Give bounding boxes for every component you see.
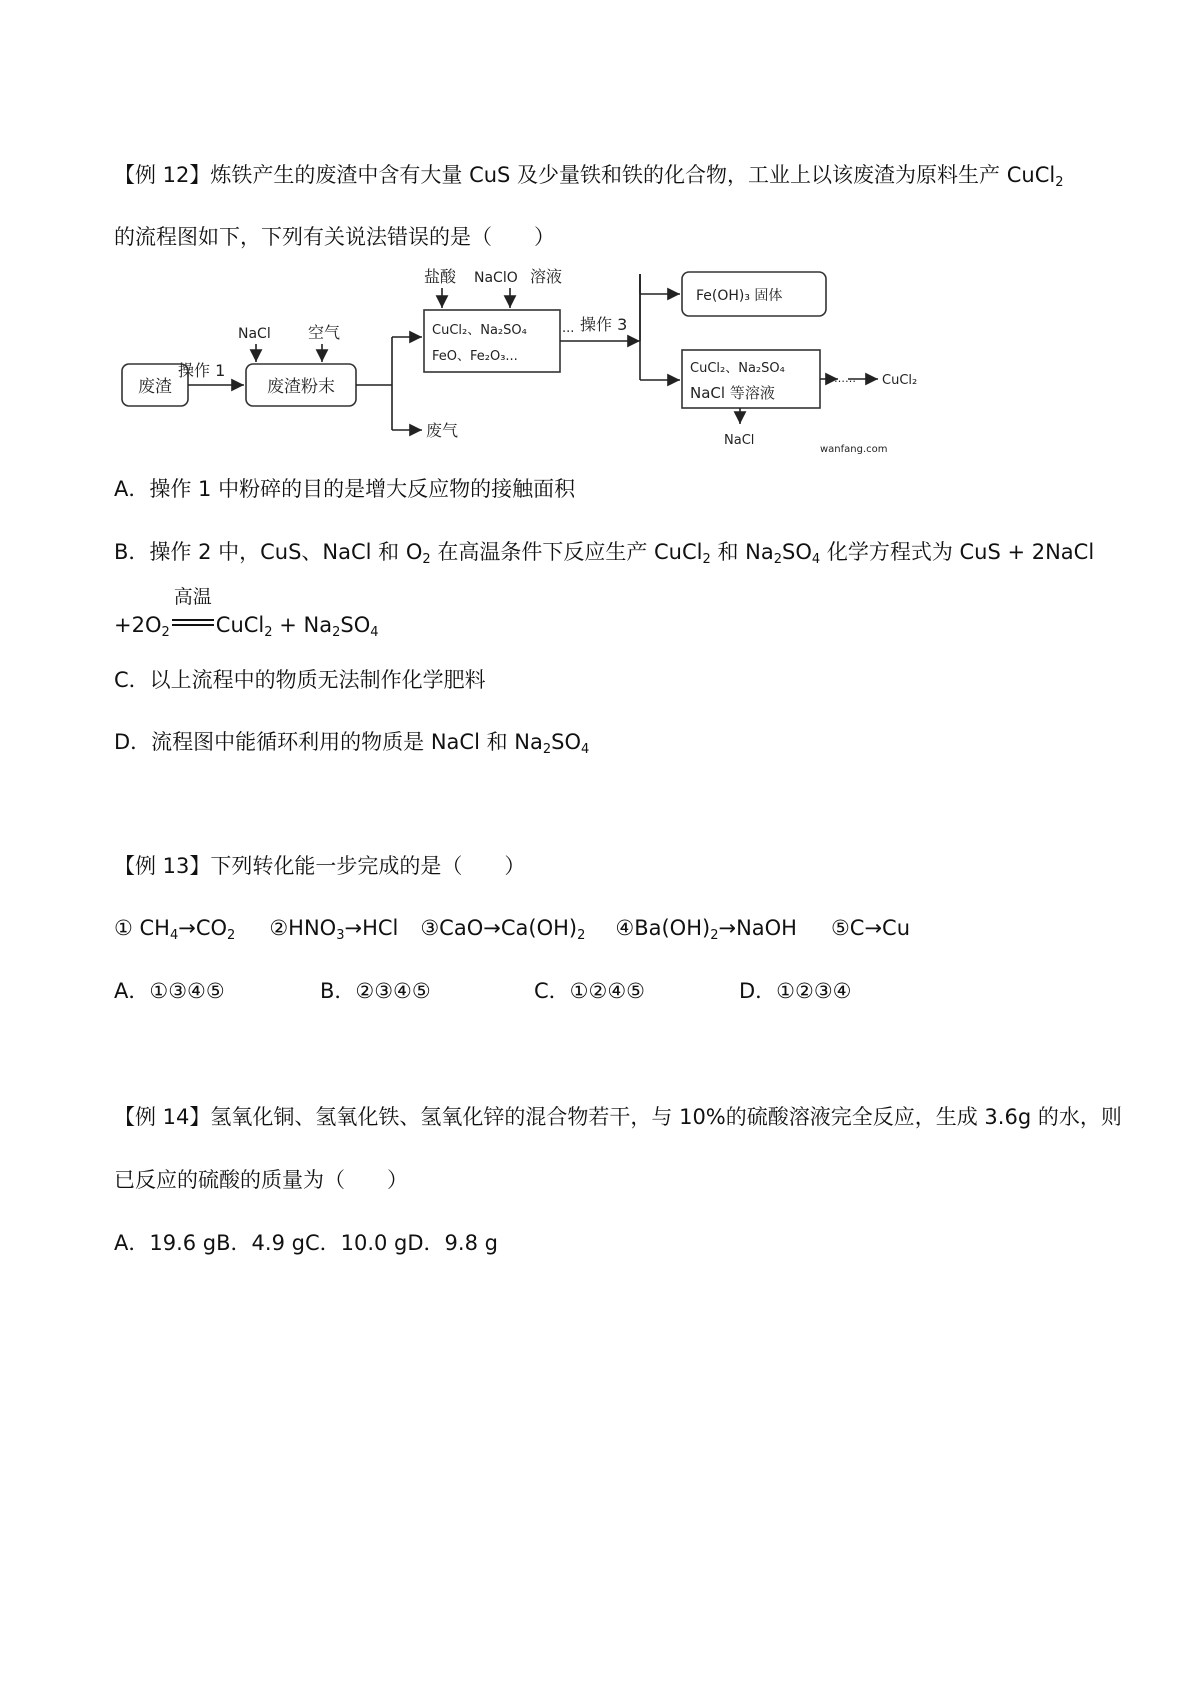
label-waste-gas: 废气 [426,421,459,440]
ex13-option-b: B．②③④⑤ [320,979,431,1003]
reaction-equals-sign: 高温 [170,610,216,640]
ex12-option-b-equation: $+2O_2$ 高温 CuCl$_2$ + $Na_2SO_4$ [114,586,379,640]
label-mix-line1: CuCl₂、Na₂SO₄ [432,323,527,338]
label-cucl2-product: CuCl₂ [882,373,918,388]
label-raw-slag: 废渣 [138,377,172,397]
ex12-option-a: A．操作 1 中粉碎的目的是增大反应物的接触面积 [114,477,576,501]
label-nacl-out: NaCl [724,433,755,448]
ex13-option-a: A．①③④⑤ [114,979,225,1003]
ex12-option-b-line1: B．操作 2 中，CuS、NaCl 和 $O_2$ 在高温条件下反应生产 CuCl$_2$ 和 $Na_2SO_4$ 化学方程式为 CuS + 2NaCl [114,540,1095,567]
label-dots2: …… [834,372,856,385]
process-flow-diagram [118,262,958,462]
label-air: 空气 [308,323,341,342]
label-mix-line2: FeO、Fe₂O₃... [432,349,518,364]
ex12-option-d: D．流程图中能循环利用的物质是 NaCl 和 $Na_2SO_4$ [114,730,590,757]
ex13-option-c: C．①②④⑤ [534,979,645,1003]
ex12-option-c: C．以上流程中的物质无法制作化学肥料 [114,668,486,692]
ex14-tag: 【例 14】 [114,1105,211,1129]
label-dots1: ... [562,321,575,336]
label-sol-line1: CuCl₂、Na₂SO₄ [690,361,785,376]
label-slag-powder: 废渣粉末 [267,377,335,397]
ex12-tag: 【例 12】 [114,163,211,187]
label-op3: 操作 3 [580,315,628,334]
ex12-stem-line2: 的流程图如下，下列有关说法错误的是（ ） [114,225,555,249]
ex13-tag: 【例 13】 [114,854,211,878]
label-feoh3: Fe(OH)₃ 固体 [696,288,783,304]
ex14-options: A．19.6 gB．4.9 gC．10.0 gD．9.8 g [114,1231,498,1255]
label-naclo: NaClO [474,270,518,286]
watermark: wanfang.com [820,444,888,455]
ex13-items: ① $CH_4\to CO_2$ $②HNO_3\to HCl$ $③CaO\to Ca(OH)_2$ $④Ba(OH)_2\to NaOH$ ⑤C→Cu [114,916,911,943]
label-solution-word: 溶液 [530,267,563,286]
label-sol-line2: NaCl 等溶液 [690,384,775,402]
ex13-option-d: D．①②③④ [739,979,852,1003]
label-nacl-in: NaCl [238,326,271,342]
label-hcl: 盐酸 [424,267,457,286]
ex14-stem-line1: 【例 14】氢氧化铜、氢氧化铁、氢氧化锌的混合物若干，与 10%的硫酸溶液完全反应，生成 3.6g 的水，则 [114,1105,1122,1129]
ex13-stem: 【例 13】下列转化能一步完成的是（ ） [114,854,526,878]
label-op1: 操作 1 [178,361,226,380]
ex14-stem-line2: 已反应的硫酸的质量为（ ） [114,1168,408,1192]
ex12-stem-line1: 【例 12】炼铁产生的废渣中含有大量 CuS 及少量铁和铁的化合物，工业上以该废渣为原料生产 CuCl$_2$ [114,163,1064,190]
